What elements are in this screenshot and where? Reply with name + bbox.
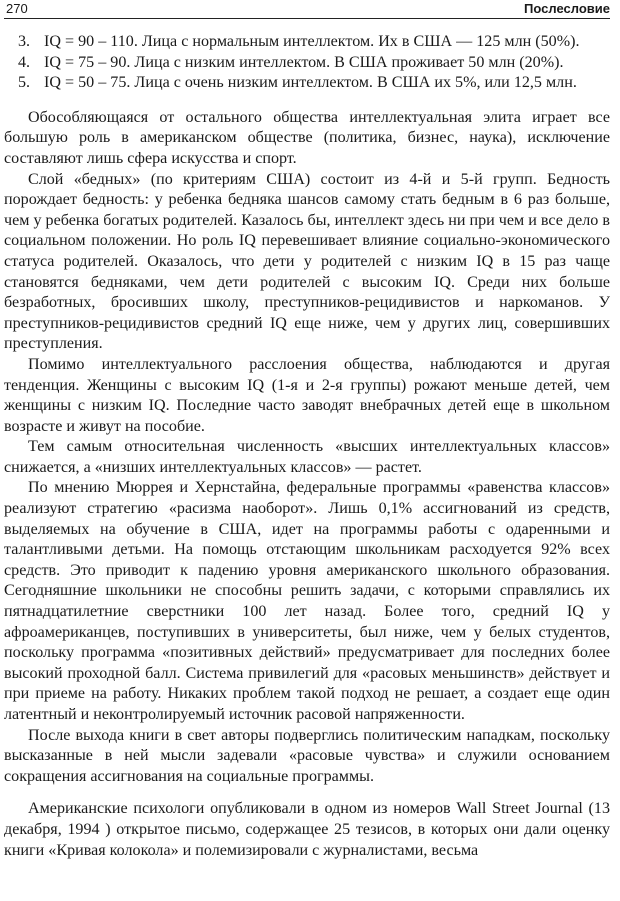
list-item <box>4 32 610 53</box>
paragraph: После выхода книги в свет авторы подверглись политическим нападкам, поскольку высказанные в ней мысли задевали «расовые чувства» и служили основанием сокращения ассигнования на социальные программы. <box>4 726 610 785</box>
page-header <box>4 0 610 19</box>
paragraph: Слой «бедных» (по критериям США) состоит из 4-й и 5-й групп. Бедность порождает бедность: у ребенка бедняка шансов самому стать бедным в 6 раз больше, чем у ребенка богатых родителей. Казалось бы, интеллект здесь ни при чем и все дело в социальном положении. Но роль IQ перевешивает влияние социально-экономического статуса родителей. Оказалось, что дети у родителей с низким IQ в 15 раз чаще становятся бедняками, чем дети родителей с высоким IQ. Среди них больше безработных, бросивших школу, преступников-рецидивистов и наркоманов. У преступников-рецидивистов средний IQ еще ниже, чем у других лиц, совершивших преступления. <box>4 170 610 353</box>
numbered-list <box>4 32 610 94</box>
list-text: IQ = 50 – 75. Лица с очень низким интеллектом. В США их 5%, или 12,5 млн. <box>44 74 577 92</box>
paragraph: Тем самым относительная численность «высших интеллектуальных классов» снижается, а «низших интеллектуальных классов» — растет. <box>4 438 610 476</box>
list-item <box>4 53 610 74</box>
paragraph: По мнению Мюррея и Хернстайна, федеральные программы «равенства классов» реализуют стратегию «расизма наоборот». Лишь 0,1% ассигнований из средств, выделяемых на обучение в США, идет на программы работы с одаренными и талантливыми детьми. На помощь отстающим школьникам расходуется 92% всех средств. Это приводит к падению уровня американского школьного образования. Сегодняшние школьники не способны решить задачи, с которыми справлялись их пятнадцатилетние сверстники 100 лет назад. Более того, средний IQ у афроамериканцев, поступивших в университеты, был ниже, чем у белых студентов, поскольку программа «позитивных действий» предусматривает для последних более высокий проходной балл. Система привилегий для «расовых меньшинств» действует и при приеме на работу. Никаких проблем такой подход не решает, а создает еще один латентный и неконтролируемый источник расовой напряженности. <box>4 479 610 723</box>
page-number: 270 <box>6 1 28 16</box>
running-title: Послесловие <box>524 1 610 16</box>
list-text: IQ = 75 – 90. Лица с низким интеллектом. В США проживает 50 млн (20%). <box>44 53 564 71</box>
paragraph: Помимо интеллектуального расслоения общества, наблюдаются и другая тенденция. Женщины с высоким IQ (1-я и 2-я группы) рожают меньше детей, чем женщины с низким IQ. Последние часто заводят внебрачных детей еще в школьном возрасте и живут на пособие. <box>4 355 610 435</box>
page-body <box>4 32 610 861</box>
list-marker: 5. <box>18 74 31 92</box>
list-text: IQ = 90 – 110. Лица с нормальным интеллектом. Их в США — 125 млн (50%). <box>44 33 580 50</box>
list-marker: 3. <box>18 33 31 50</box>
list-marker: 4. <box>18 53 31 71</box>
paragraph: Обособляющаяся от остального общества интеллектуальная элита играет все большую роль в американском обществе (политика, бизнес, наука), исключение составляют лишь сфера искусства и спорт. <box>4 108 610 167</box>
list-item <box>4 73 610 94</box>
paragraph: Американские психологи опубликовали в одном из номеров Wall Street Journal (13 декабря, 1994 ) открытое письмо, содержащее 25 тезисов, в которых они дали оценку книги «Кривая колокола» и полемизировали с журналистами, весьма <box>4 800 610 859</box>
